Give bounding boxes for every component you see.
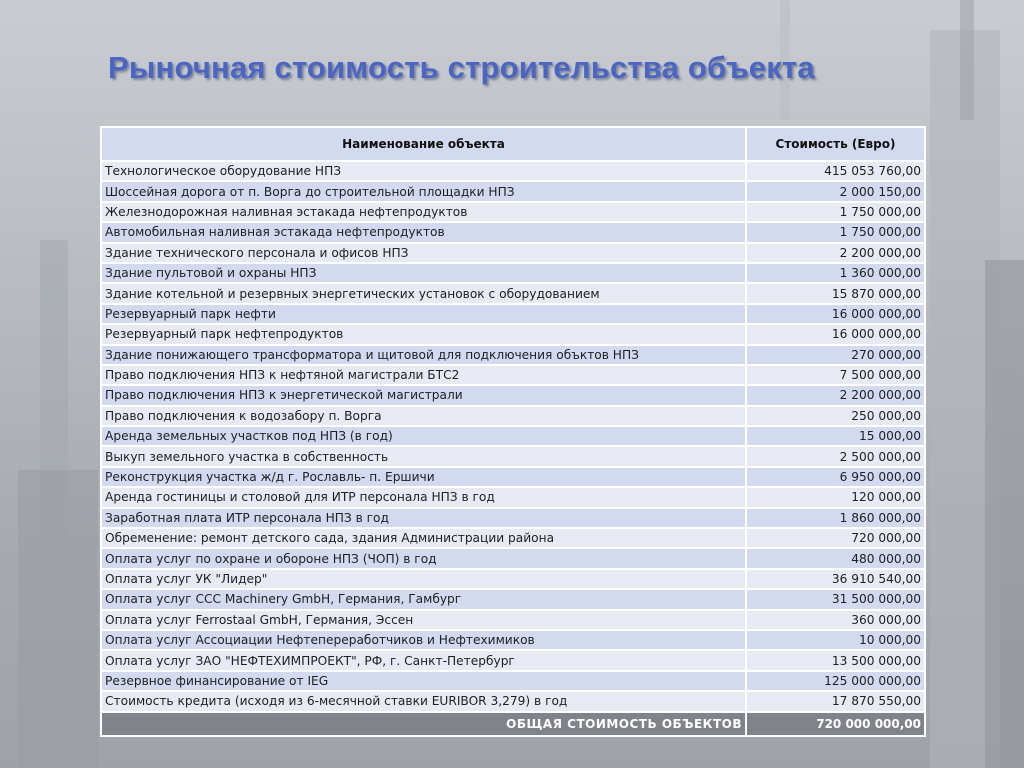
row-name: Технологическое оборудование НПЗ <box>101 161 746 181</box>
row-cost: 10 000,00 <box>746 630 925 650</box>
table-row <box>101 181 925 201</box>
row-cost: 15 870 000,00 <box>746 283 925 303</box>
row-name: Оплата услуг CCC Machinery GmbH, Германия, Гамбург <box>101 589 746 609</box>
table-row <box>101 426 925 446</box>
row-cost: 7 500 000,00 <box>746 365 925 385</box>
table-row <box>101 671 925 691</box>
table-row <box>101 202 925 222</box>
row-name: Аренда земельных участков под НПЗ (в год) <box>101 426 746 446</box>
table-row <box>101 324 925 344</box>
row-name: Оплата услуг ЗАО "НЕФТЕХИМПРОЕКТ", РФ, г. Санкт-Петербург <box>101 650 746 670</box>
header-name: Наименование объекта <box>101 127 746 161</box>
row-name: Резервуарный парк нефти <box>101 304 746 324</box>
row-cost: 13 500 000,00 <box>746 650 925 670</box>
total-label: ОБЩАЯ СТОИМОСТЬ ОБЪЕКТОВ <box>101 712 746 736</box>
table-row <box>101 548 925 568</box>
row-cost: 6 950 000,00 <box>746 467 925 487</box>
table-row <box>101 569 925 589</box>
row-name: Реконструкция участка ж/д г. Рославль- п. Ершичи <box>101 467 746 487</box>
row-name: Резервное финансирование от IEG <box>101 671 746 691</box>
row-cost: 2 200 000,00 <box>746 243 925 263</box>
table-row <box>101 283 925 303</box>
row-cost: 16 000 000,00 <box>746 304 925 324</box>
row-name: Оплата услуг УК "Лидер" <box>101 569 746 589</box>
row-name: Право подключения НПЗ к энергетической магистрали <box>101 385 746 405</box>
total-cost: 720 000 000,00 <box>746 712 925 736</box>
row-name: Заработная плата ИТР персонала НПЗ в год <box>101 508 746 528</box>
table-row <box>101 528 925 548</box>
row-cost: 360 000,00 <box>746 610 925 630</box>
background-building <box>18 470 98 768</box>
row-name: Здание технического персонала и офисов НПЗ <box>101 243 746 263</box>
row-name: Оплата услуг Ассоциации Нефтепереработчиков и Нефтехимиков <box>101 630 746 650</box>
row-name: Оплата услуг по охране и обороне НПЗ (ЧОП) в год <box>101 548 746 568</box>
row-cost: 125 000 000,00 <box>746 671 925 691</box>
row-name: Оплата услуг Ferrostaal GmbH, Германия, Эссен <box>101 610 746 630</box>
row-cost: 1 860 000,00 <box>746 508 925 528</box>
row-name: Здание пультовой и охраны НПЗ <box>101 263 746 283</box>
table-row <box>101 691 925 711</box>
row-cost: 415 053 760,00 <box>746 161 925 181</box>
row-name: Право подключения к водозабору п. Ворга <box>101 406 746 426</box>
row-cost: 1 360 000,00 <box>746 263 925 283</box>
table-row <box>101 589 925 609</box>
row-cost: 2 200 000,00 <box>746 385 925 405</box>
row-name: Выкуп земельного участка в собственность <box>101 446 746 466</box>
row-name: Аренда гостиницы и столовой для ИТР персонала НПЗ в год <box>101 487 746 507</box>
row-cost: 720 000,00 <box>746 528 925 548</box>
table-row <box>101 630 925 650</box>
table-row <box>101 222 925 242</box>
table-body <box>101 161 925 712</box>
table-row <box>101 610 925 630</box>
row-name: Здание понижающего трансформатора и щитовой для подключения объктов НПЗ <box>101 345 746 365</box>
row-cost: 2 500 000,00 <box>746 446 925 466</box>
row-cost: 2 000 150,00 <box>746 181 925 201</box>
table-row <box>101 467 925 487</box>
row-cost: 31 500 000,00 <box>746 589 925 609</box>
cost-table <box>100 126 926 737</box>
table-row <box>101 243 925 263</box>
table-row <box>101 446 925 466</box>
table-header-row <box>101 127 925 161</box>
background-column <box>985 260 1024 768</box>
row-name: Автомобильная наливная эстакада нефтепродуктов <box>101 222 746 242</box>
row-name: Здание котельной и резервных энергетических установок с оборудованием <box>101 283 746 303</box>
row-cost: 36 910 540,00 <box>746 569 925 589</box>
row-cost: 1 750 000,00 <box>746 202 925 222</box>
table-row <box>101 161 925 181</box>
row-cost: 15 000,00 <box>746 426 925 446</box>
row-name: Стоимость кредита (исходя из 6-месячной ставки EURIBOR 3,279) в год <box>101 691 746 711</box>
row-name: Право подключения НПЗ к нефтяной магистрали БТС2 <box>101 365 746 385</box>
table-row <box>101 650 925 670</box>
table-row <box>101 345 925 365</box>
row-cost: 1 750 000,00 <box>746 222 925 242</box>
cost-table-container <box>100 126 924 737</box>
table-row <box>101 487 925 507</box>
table-row <box>101 365 925 385</box>
row-name: Шоссейная дорога от п. Ворга до строительной площадки НПЗ <box>101 181 746 201</box>
row-cost: 270 000,00 <box>746 345 925 365</box>
row-name: Железнодорожная наливная эстакада нефтепродуктов <box>101 202 746 222</box>
table-row <box>101 508 925 528</box>
row-cost: 250 000,00 <box>746 406 925 426</box>
table-row <box>101 263 925 283</box>
table-row <box>101 406 925 426</box>
page-title: Рыночная стоимость строительства объекта <box>108 50 815 85</box>
row-cost: 120 000,00 <box>746 487 925 507</box>
row-cost: 16 000 000,00 <box>746 324 925 344</box>
total-row <box>101 712 925 736</box>
row-cost: 480 000,00 <box>746 548 925 568</box>
background-chimney <box>960 0 974 120</box>
row-name: Обременение: ремонт детского сада, здания Администрации района <box>101 528 746 548</box>
header-cost: Стоимость (Евро) <box>746 127 925 161</box>
row-name: Резервуарный парк нефтепродуктов <box>101 324 746 344</box>
table-row <box>101 304 925 324</box>
row-cost: 17 870 550,00 <box>746 691 925 711</box>
table-row <box>101 385 925 405</box>
